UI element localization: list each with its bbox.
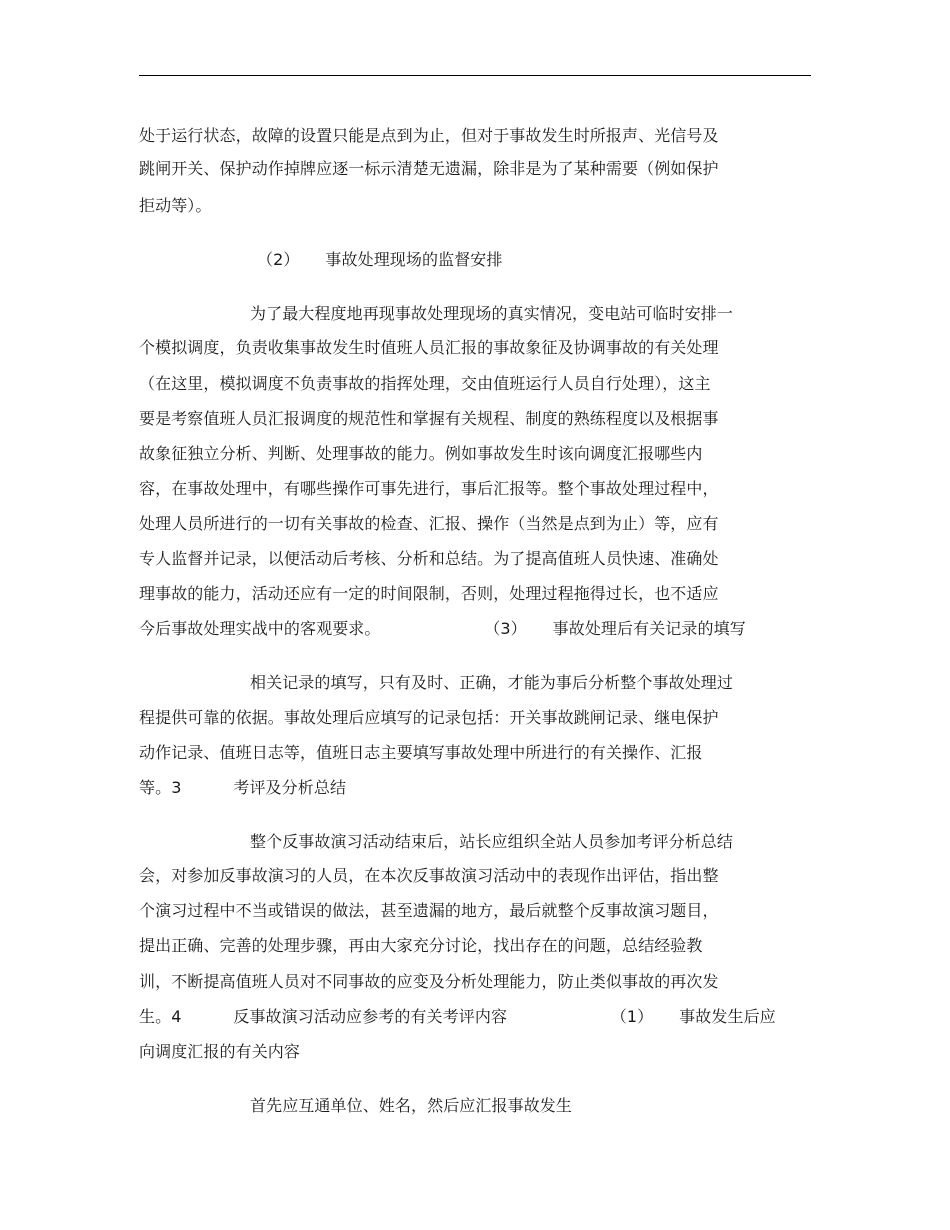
text-line: 首先应互通单位、姓名，然后应汇报事故发生 — [250, 1096, 573, 1115]
text-line: 专人监督并记录，以便活动后考核、分析和总结。为了提高值班人员快速、准确处 — [139, 549, 719, 568]
text-line: 容，在事故处理中，有哪些操作可事先进行，事后汇报等。整个事故处理过程中， — [139, 479, 719, 498]
text-line: 个演习过程中不当或错误的做法，甚至遗漏的地方，最后就整个反事故演习题目， — [139, 901, 719, 920]
text-line: 生。4 反事故演习活动应参考的有关考评内容 （1） 事故发生后应 — [139, 1007, 776, 1026]
text-line: 处于运行状态，故障的设置只能是点到为止，但对于事故发生时所报声、光信号及 — [139, 126, 719, 145]
text-line: 今后事故处理实战中的客观要求。 （3） 事故处理后有关记录的填写 — [139, 619, 746, 638]
header-rule — [139, 75, 811, 76]
text-line: 动作记录、值班日志等，值班日志主要填写事故处理中所进行的有关操作、汇报 — [139, 743, 703, 762]
text-line: 提出正确、完善的处理步骤，再由大家充分讨论，找出存在的问题，总结经验教 — [139, 936, 703, 955]
section-heading: （2） 事故处理现场的监督安排 — [257, 250, 503, 269]
text-line: （在这里，模拟调度不负责事故的指挥处理，交由值班运行人员自行处理），这主 — [139, 374, 711, 393]
text-line: 要是考察值班人员汇报调度的规范性和掌握有关规程、制度的熟练程度以及根据事 — [139, 409, 719, 428]
text-line: 跳闸开关、保护动作掉牌应逐一标示清楚无遗漏，除非是为了某种需要（例如保护 — [139, 159, 719, 178]
text-line: 处理人员所进行的一切有关事故的检查、汇报、操作（当然是点到为止）等，应有 — [139, 514, 719, 533]
text-line: 拒动等）。 — [139, 196, 212, 215]
text-line: 故象征独立分析、判断、处理事故的能力。例如事故发生时该向调度汇报哪些内 — [139, 444, 703, 463]
text-line: 会，对参加反事故演习的人员，在本次反事故演习活动中的表现作出评估，指出整 — [139, 866, 719, 885]
section-heading: 等。3 考评及分析总结 — [139, 778, 347, 797]
text-line: 整个反事故演习活动结束后，站长应组织全站人员参加考评分析总结 — [250, 832, 734, 851]
text-line: 理事故的能力，活动还应有一定的时间限制，否则，处理过程拖得过长，也不适应 — [139, 584, 719, 603]
text-line: 程提供可靠的依据。事故处理后应填写的记录包括：开关事故跳闸记录、继电保护 — [139, 708, 719, 727]
text-line: 向调度汇报的有关内容 — [139, 1042, 301, 1061]
text-line: 相关记录的填写，只有及时、正确，才能为事后分析整个事故处理过 — [250, 673, 734, 692]
text-line: 为了最大程度地再现事故处理现场的真实情况，变电站可临时安排一 — [250, 304, 734, 323]
text-line: 个模拟调度，负责收集事故发生时值班人员汇报的事故象征及协调事故的有关处理 — [139, 338, 719, 357]
text-line: 训，不断提高值班人员对不同事故的应变及分析处理能力，防止类似事故的再次发 — [139, 972, 719, 991]
